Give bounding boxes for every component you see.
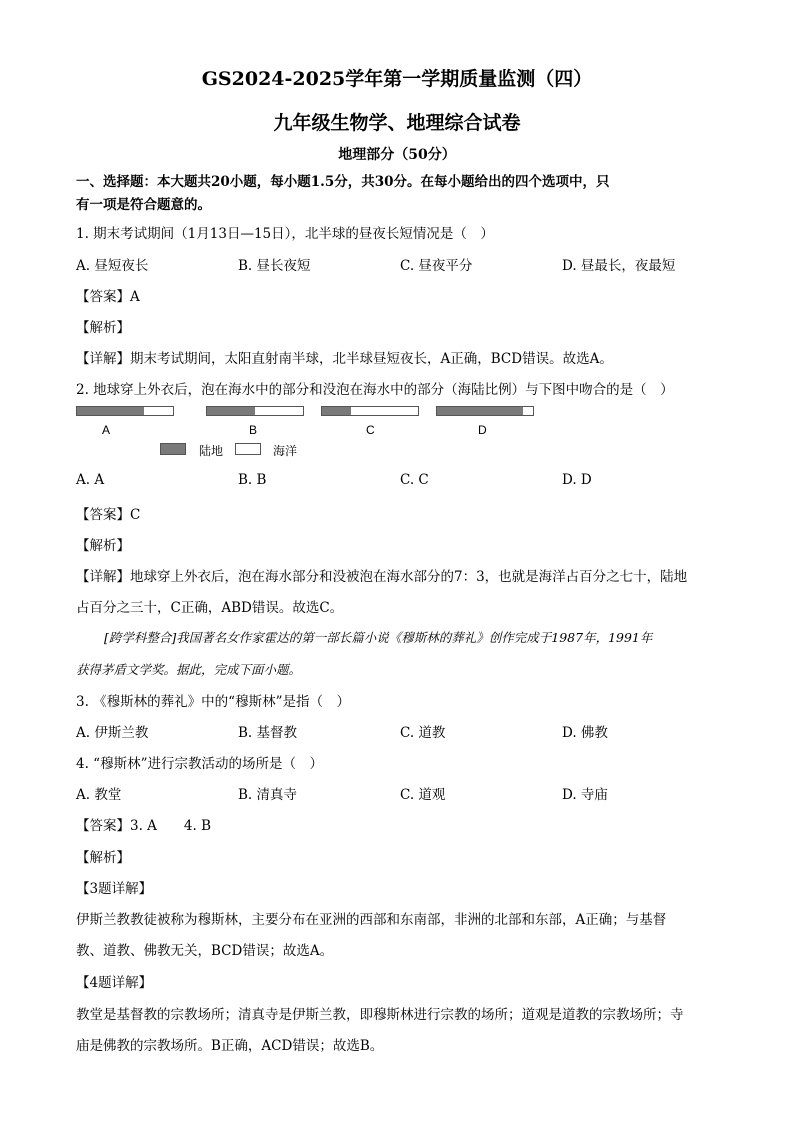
q34-analysis-tag: 【解析】 bbox=[76, 850, 130, 866]
q4-option-d: D. 寺庙 bbox=[562, 787, 608, 803]
section-title: 地理部分（50分） bbox=[338, 147, 456, 163]
exam-subtitle: 九年级生物学、地理综合试卷 bbox=[273, 112, 521, 134]
answer-tag: 【答案】 bbox=[76, 507, 130, 523]
q1-answer bbox=[76, 285, 140, 305]
bar-c-label: C bbox=[366, 423, 375, 437]
q3-stem: 3. 《穆斯林的葬礼》中的“穆斯林”是指（ ） bbox=[76, 694, 350, 710]
bar-d-land-fill bbox=[437, 407, 523, 415]
q3-option-d: D. 佛教 bbox=[562, 725, 608, 741]
legend-land-label: 陆地 bbox=[199, 444, 224, 458]
bar-c bbox=[321, 406, 419, 416]
q2-answer-value: C bbox=[130, 507, 141, 523]
q2-option-a: A. A bbox=[76, 472, 105, 488]
q1-stem: 1. 期末考试期间（1月13日—15日），北半球的昼夜长短情况是（ ） bbox=[76, 226, 494, 242]
q1-analysis-tag: 【解析】 bbox=[76, 320, 130, 336]
q34-answer-value: 3. A 4. B bbox=[130, 818, 212, 834]
legend-ocean-swatch bbox=[235, 443, 261, 455]
part1-heading-line2: 有一项是符合题意的。 bbox=[76, 197, 211, 213]
q1-detail bbox=[76, 347, 613, 367]
q3-option-b: B. 基督教 bbox=[238, 725, 298, 741]
q3-detail-tag: 【3题详解】 bbox=[76, 881, 153, 897]
q2-option-b: B. B bbox=[238, 472, 267, 488]
q1-option-a: A. 昼短夜长 bbox=[76, 258, 149, 274]
q2-detail-line1 bbox=[76, 565, 687, 585]
q4-detail-tag: 【4题详解】 bbox=[76, 975, 153, 991]
bar-d-label: D bbox=[478, 423, 487, 437]
answer-tag: 【答案】 bbox=[76, 818, 130, 834]
bar-a bbox=[76, 406, 174, 416]
bar-d bbox=[436, 406, 534, 416]
q4-detail-line2: 庙是佛教的宗教场所。B正确，ACD错误；故选B。 bbox=[76, 1038, 384, 1054]
q3-option-c: C. 道教 bbox=[400, 725, 446, 741]
bar-c-land-fill bbox=[322, 407, 351, 415]
q3-detail-line2: 教、道教、佛教无关，BCD错误；故选A。 bbox=[76, 943, 334, 959]
bar-a-label: A bbox=[102, 423, 111, 437]
q34-answer bbox=[76, 814, 211, 834]
q1-detail-text: 期末考试期间，太阳直射南半球，北半球昼短夜长，A正确，BCD错误。故选A。 bbox=[130, 351, 613, 367]
part1-heading-line1: 一、选择题：本大题共20小题，每小题1.5分，共30分。在每小题给出的四个选项中，只 bbox=[76, 174, 610, 190]
answer-tag: 【答案】 bbox=[76, 289, 130, 305]
detail-tag: 【详解】 bbox=[76, 569, 130, 585]
q4-option-b: B. 清真寺 bbox=[238, 787, 298, 803]
q3-option-a: A. 伊斯兰教 bbox=[76, 725, 149, 741]
q1-option-b: B. 昼长夜短 bbox=[238, 258, 311, 274]
intro-line1: [跨学科整合]我国著名女作家霍达的第一部长篇小说《穆斯林的葬礼》创作完成于1987年，1991年 bbox=[104, 630, 653, 645]
q1-option-d: D. 昼最长，夜最短 bbox=[562, 258, 676, 274]
q4-option-a: A. 教堂 bbox=[76, 787, 122, 803]
legend-ocean-label: 海洋 bbox=[273, 444, 298, 458]
intro-line2: 获得茅盾文学奖。据此，完成下面小题。 bbox=[76, 662, 302, 677]
detail-tag: 【详解】 bbox=[76, 351, 130, 367]
bar-b bbox=[206, 406, 304, 416]
bar-b-label: B bbox=[249, 423, 258, 437]
legend-land-swatch bbox=[160, 443, 186, 455]
q2-detail-text: 地球穿上外衣后，泡在海水部分和没被泡在海水部分的7：3，也就是海洋占百分之七十，陆地 bbox=[130, 569, 688, 585]
q4-stem: 4. “穆斯林”进行宗教活动的场所是（ ） bbox=[76, 756, 323, 772]
bar-b-land-fill bbox=[207, 407, 255, 415]
exam-title: GS2024-2025学年第一学期质量监测（四） bbox=[201, 68, 593, 90]
q4-detail-line1: 教堂是基督教的宗教场所；清真寺是伊斯兰教，即穆斯林进行宗教的场所；道观是道教的宗教场所；寺 bbox=[76, 1007, 684, 1023]
q4-option-c: C. 道观 bbox=[400, 787, 446, 803]
q2-stem: 2. 地球穿上外衣后，泡在海水中的部分和没泡在海水中的部分（海陆比例）与下图中吻合的是（ ） bbox=[76, 382, 674, 398]
q2-detail-line2: 占百分之三十，C正确，ABD错误。故选C。 bbox=[76, 600, 344, 616]
bar-a-land-fill bbox=[77, 407, 144, 415]
q3-detail-line1: 伊斯兰教教徒被称为穆斯林，主要分布在亚洲的西部和东南部，非洲的北部和东部，A正确；与基督 bbox=[76, 912, 667, 928]
q1-answer-value: A bbox=[130, 289, 140, 305]
q2-answer bbox=[76, 503, 140, 523]
q2-option-c: C. C bbox=[400, 472, 429, 488]
q1-option-c: C. 昼夜平分 bbox=[400, 258, 473, 274]
q2-option-d: D. D bbox=[562, 472, 592, 488]
q2-analysis-tag: 【解析】 bbox=[76, 538, 130, 554]
